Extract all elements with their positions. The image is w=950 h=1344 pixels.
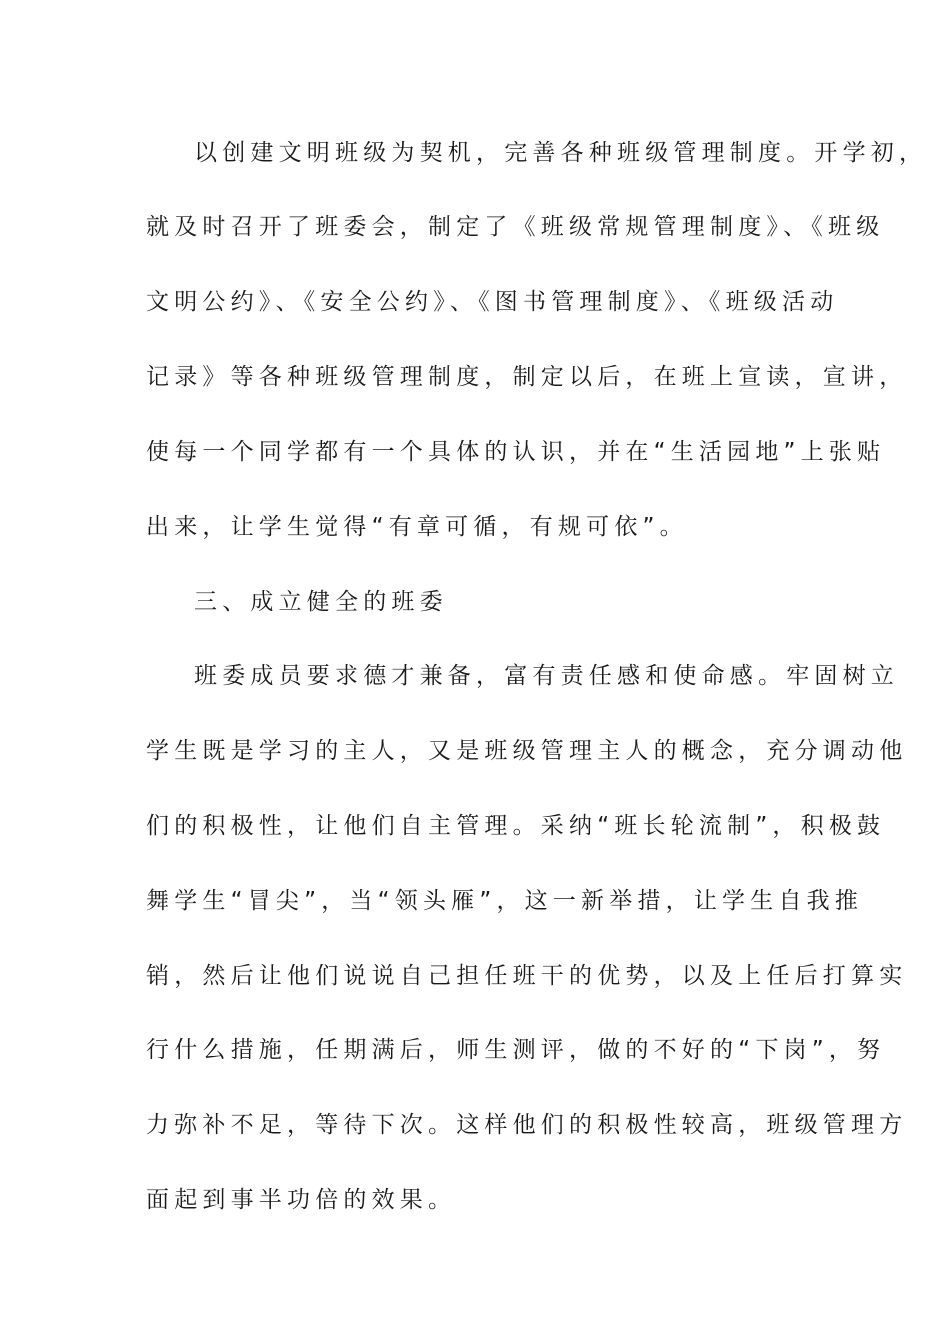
- paragraph-1-line-4: 记录》等各种班级管理制度，制定以后，在班上宣读，宣讲，: [146, 364, 908, 390]
- paragraph-2-line-4: 舞学生“冒尖”，当“领头雁”，这一新举措，让学生自我推: [146, 888, 864, 914]
- paragraph-2-line-7: 力弥补不足，等待下次。这样他们的积极性较高，班级管理方: [146, 1112, 908, 1138]
- paragraph-1-line-1: 以创建文明班级为契机，完善各种班级管理制度。开学初，: [194, 140, 928, 166]
- paragraph-1-line-2: 就及时召开了班委会，制定了《班级常规管理制度》、《班级: [146, 214, 885, 240]
- paragraph-2-line-8: 面起到事半功倍的效果。: [146, 1187, 457, 1213]
- paragraph-1-line-5: 使每一个同学都有一个具体的认识，并在“生活园地”上张贴: [146, 439, 886, 465]
- paragraph-2-line-1: 班委成员要求德才兼备，富有责任感和使命感。牢固树立: [194, 663, 899, 689]
- section-heading: 三、成立健全的班委: [194, 589, 448, 615]
- paragraph-2-line-6: 行什么措施，任期满后，师生测评，做的不好的“下岗”，努: [146, 1037, 886, 1063]
- paragraph-2-line-5: 销，然后让他们说说自己担任班干的优势，以及上任后打算实: [146, 963, 908, 989]
- paragraph-2-line-3: 们的积极性，让他们自主管理。采纳“班长轮流制”，积极鼓: [146, 813, 886, 839]
- paragraph-1-line-3: 文明公约》、《安全公约》、《图书管理制度》、《班级活动: [146, 289, 839, 315]
- paragraph-1-line-6: 出来，让学生觉得“有章可循，有规可依”。: [146, 514, 688, 540]
- paragraph-2-line-2: 学生既是学习的主人，又是班级管理主人的概念，充分调动他: [146, 738, 908, 764]
